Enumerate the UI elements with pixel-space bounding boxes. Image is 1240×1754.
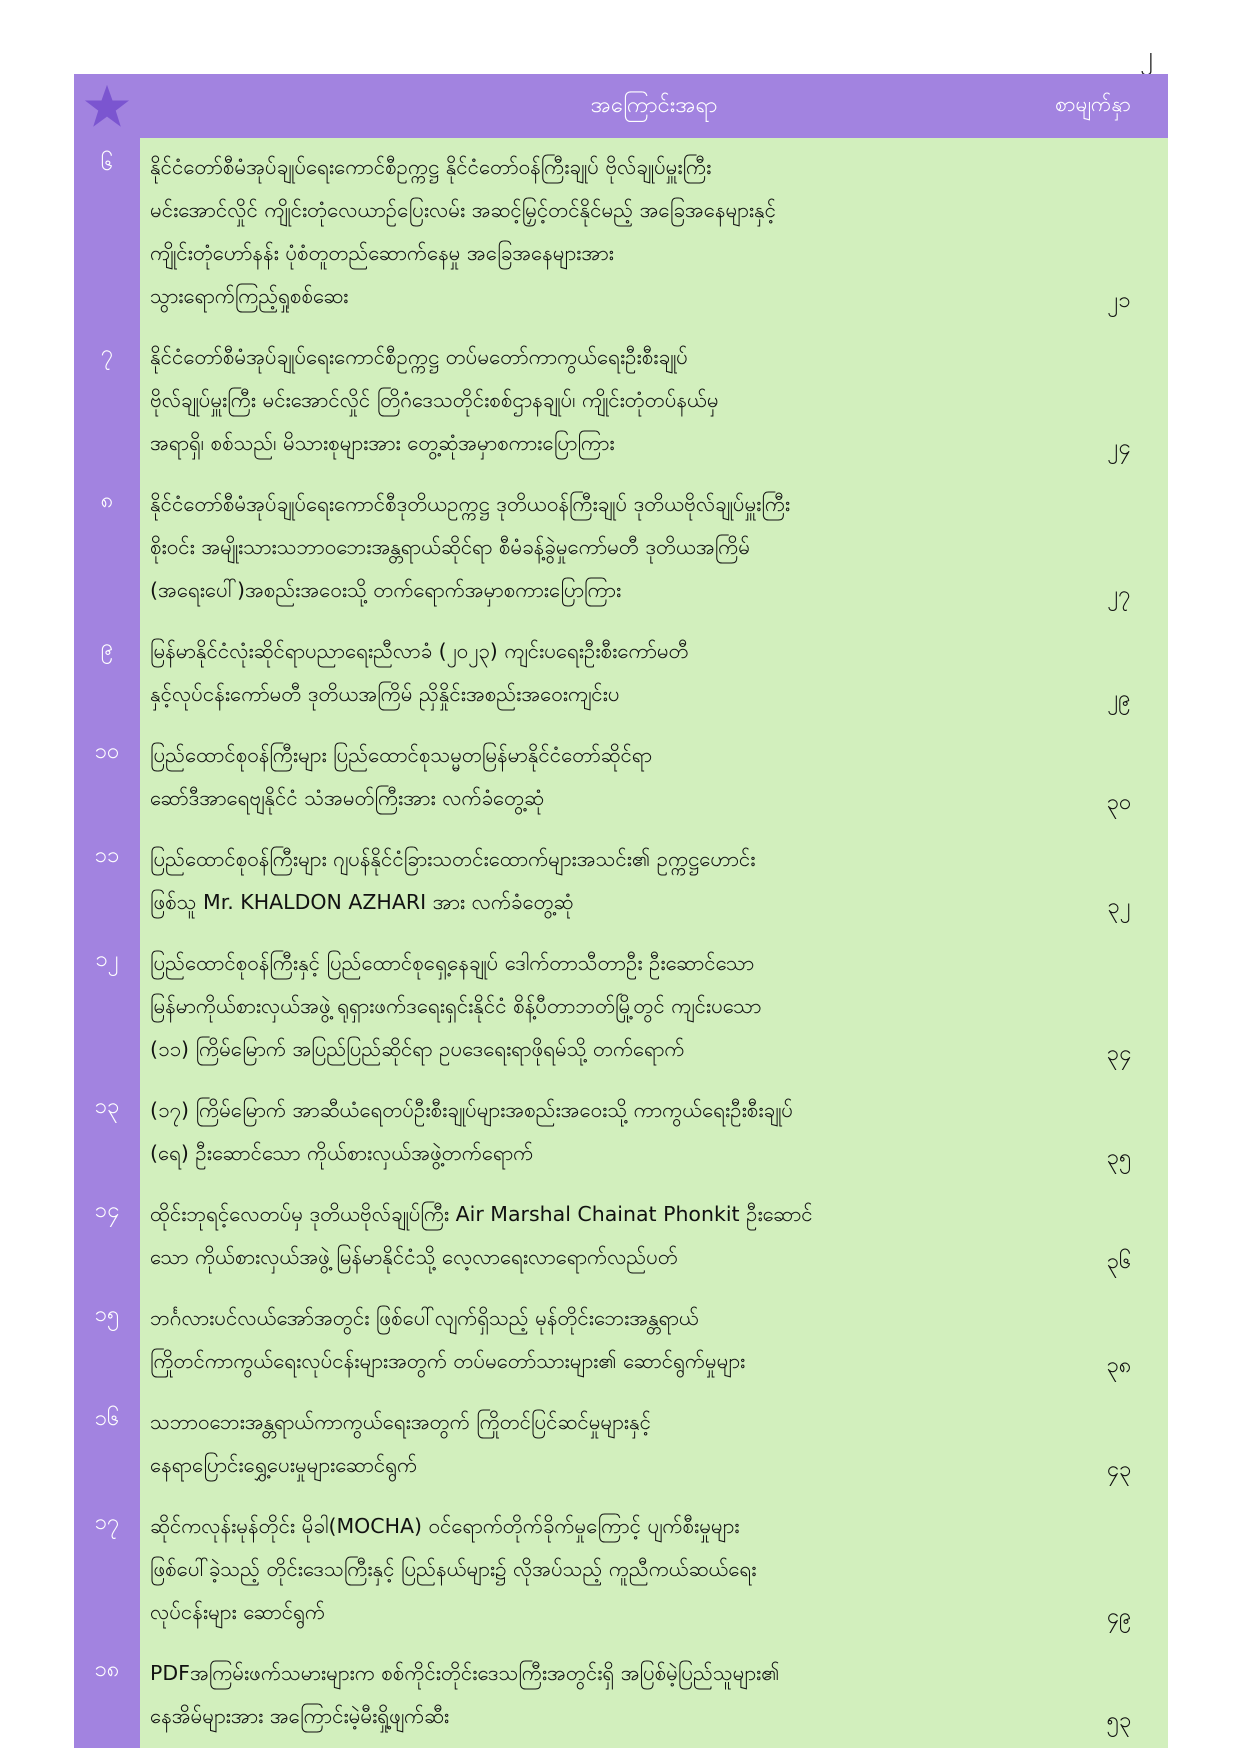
entry-number: ၇: [100, 341, 114, 366]
entry-title: ပြည်ထောင်စုဝန်ကြီးများ ဂျပန်နိုင်ငံခြားသတင်းထောက်များအသင်း၏ ဥက္ကဋ္ဌဟောင်း ဖြစ်သူ Mr. KHALDON AZHARI အား လက်ခံတွေ့ဆုံ: [150, 847, 756, 914]
header-title: အကြောင်းအရာ: [590, 92, 718, 118]
toc-entry[interactable]: [94, 830, 1168, 934]
entry-title: (၁၇) ကြိမ်မြောက် အာဆီယံရေတပ်ဦးစီးချုပ်များအစည်းအဝေးသို့ ကာကွယ်ရေးဦးစီးချုပ် (ရေ) ဦးဆောင်သော ကိုယ်စားလှယ်အဖွဲ့တက်ရောက်: [150, 1098, 793, 1165]
toc-entry[interactable]: [100, 475, 1168, 622]
entry-page: ၅၃: [1106, 1708, 1132, 1733]
toc-entry[interactable]: [94, 1497, 1168, 1644]
entry-number: ၁၅: [94, 1302, 120, 1327]
page-number: ၂: [1140, 41, 1153, 71]
entry-page: ၃၈: [1106, 1353, 1132, 1378]
header-page-column: စာမျက်နှာ: [1055, 91, 1131, 116]
entry-title: PDFအကြမ်းဖက်သမားများက စစ်ကိုင်းတိုင်းဒေသကြီးအတွင်းရှိ အပြစ်မဲ့ပြည်သူများ၏ နေအိမ်များအား အကြောင်းမဲ့မီးရှို့ဖျက်ဆီး: [150, 1661, 780, 1728]
entry-number: ၈: [100, 488, 114, 513]
toc-entry[interactable]: [100, 622, 1168, 726]
entry-title: မြန်မာနိုင်ငံလုံးဆိုင်ရာပညာရေးညီလာခံ (၂၀၂၃) ကျင်းပရေးဦးစီးကော်မတီ နှင့်လုပ်ငန်းကော်မတီ ဒုတိယအကြိမ် ညှိနှိုင်းအစည်းအဝေးကျင်းပ: [150, 639, 689, 706]
entry-page: ၄၉: [1106, 1604, 1132, 1629]
entry-number: ၁၁: [94, 843, 120, 868]
entry-number: ၁၀: [94, 739, 120, 764]
entry-number: ၁၇: [94, 1510, 120, 1535]
entry-title: သဘာဝဘေးအန္တရာယ်ကာကွယ်ရေးအတွက် ကြိုတင်ပြင်ဆင်မှုများနှင့် နေရာပြောင်းရွှေ့ပေးမှုများဆောင်ရွက်: [150, 1410, 651, 1477]
entry-title: ဘင်္ဂလားပင်လယ်အော်အတွင်း ဖြစ်ပေါ်လျက်ရှိသည့် မုန်တိုင်းဘေးအန္တရာယ် ကြိုတင်ကာကွယ်ရေးလုပ်ငန်းများအတွက် တပ်မတော်သားများ၏ ဆောင်ရွက်မှုများ: [150, 1306, 746, 1373]
entry-number: ၉: [100, 635, 114, 660]
entry-page: ၃၅: [1106, 1145, 1132, 1170]
entry-page: ၃၆: [1106, 1249, 1132, 1274]
entry-number: ၁၂: [95, 947, 119, 972]
toc-header: [74, 74, 1168, 138]
entry-number: ၁၃: [94, 1094, 120, 1119]
toc-entry[interactable]: [100, 328, 1168, 475]
entry-page: ၄၃: [1106, 1457, 1132, 1482]
entry-page: ၂၄: [1107, 435, 1131, 460]
toc-entry[interactable]: [94, 1081, 1168, 1185]
toc-entry[interactable]: [94, 1644, 1168, 1748]
toc-entry[interactable]: [94, 1289, 1168, 1393]
toc-entry[interactable]: [100, 138, 1168, 328]
entry-number: ၁၈: [94, 1657, 120, 1682]
toc-entry[interactable]: [95, 934, 1168, 1081]
entry-page: ၂၁: [1107, 288, 1131, 313]
star-icon-cell: [74, 74, 140, 138]
entry-title: ထိုင်းဘုရင့်လေတပ်မှ ဒုတိယဗိုလ်ချုပ်ကြီး Air Marshal Chainat Phonkit ဦးဆောင် သော ကိုယ်စားလှယ်အဖွဲ့ မြန်မာနိုင်ငံသို့ လေ့လာရေးလာရောက်လည်ပတ်: [150, 1202, 813, 1269]
table-of-contents: [74, 74, 1168, 1748]
toc-entry[interactable]: [94, 1393, 1168, 1497]
entry-page: ၃၄: [1106, 1041, 1132, 1066]
toc-entry[interactable]: [94, 1185, 1168, 1289]
entry-number: ၁၄: [94, 1198, 120, 1223]
entry-title: ပြည်ထောင်စုဝန်ကြီးနှင့် ပြည်ထောင်စုရှေ့နေချုပ် ဒေါက်တာသီတာဦး ဦးဆောင်သော မြန်မာကိုယ်စားလှယ်အဖွဲ့ ရုရှားဖက်ဒရေးရှင်းနိုင်ငံ စိန့်ပီတာဘတ်မြို့တွင် ကျင်းပသော (၁၁) ကြိမ်မြောက် အပြည်ပြည်ဆိုင်ရာ ဥပဒေရေးရာဖိုရမ်သို့ တက်ရောက်: [150, 951, 762, 1061]
toc-body: [74, 138, 1168, 1748]
entry-page: ၂၇: [1107, 582, 1131, 607]
star-icon: [84, 83, 130, 129]
entry-page: ၃၀: [1106, 790, 1132, 815]
entry-title: ဆိုင်ကလုန်းမုန်တိုင်း မိုခါ(MOCHA) ဝင်ရောက်တိုက်ခိုက်မှုကြောင့် ပျက်စီးမှုများ ဖြစ်ပေါ်ခဲ့သည့် တိုင်းဒေသကြီးနှင့် ပြည်နယ်များ၌ လိုအပ်သည့် ကူညီကယ်ဆယ်ရေး လုပ်ငန်းများ ဆောင်ရွက်: [150, 1514, 757, 1624]
entry-title: နိုင်ငံတော်စီမံအုပ်ချုပ်ရေးကောင်စီဒုတိယဥက္ကဋ္ဌ ဒုတိယဝန်ကြီးချုပ် ဒုတိယဗိုလ်ချုပ်မှူးကြီး စိုးဝင်း အမျိုးသားသဘာဝဘေးအန္တရာယ်ဆိုင်ရာ စီမံခန့်ခွဲမှုကော်မတီ ဒုတိယအကြိမ် (အရေးပေါ်)အစည်းအဝေးသို့ တက်ရောက်အမှာစကားပြောကြား: [150, 492, 791, 602]
entry-number: ၁၆: [94, 1406, 120, 1431]
entry-page: ၃၂: [1107, 894, 1131, 919]
toc-entry[interactable]: [94, 726, 1168, 830]
entry-title: နိုင်ငံတော်စီမံအုပ်ချုပ်ရေးကောင်စီဥက္ကဋ္ဌ နိုင်ငံတော်ဝန်ကြီးချုပ် ဗိုလ်ချုပ်မှူးကြီး မင်းအောင်လှိုင် ကျိုင်းတုံလေယာဉ်ပြေးလမ်း အဆင့်မြှင့်တင်နိုင်မည့် အခြေအနေများနှင့် ကျိုင်းတုံဟော်နန်း ပုံစံတူတည်ဆောက်နေမှု အခြေအနေများအား သွားရောက်ကြည့်ရှုစစ်ဆေး: [150, 155, 777, 308]
entry-page: ၂၉: [1107, 686, 1131, 711]
entry-list: [94, 138, 1168, 1748]
entry-title: ပြည်ထောင်စုဝန်ကြီးများ ပြည်ထောင်စုသမ္မတမြန်မာနိုင်ငံတော်ဆိုင်ရာ ဆော်ဒီအာရေဗျနိုင်ငံ သံအမတ်ကြီးအား လက်ခံတွေ့ဆုံ: [150, 743, 653, 810]
entry-number: ၆: [100, 151, 114, 176]
entry-title: နိုင်ငံတော်စီမံအုပ်ချုပ်ရေးကောင်စီဥက္ကဋ္ဌ တပ်မတော်ကာကွယ်ရေးဦးစီးချုပ် ဗိုလ်ချုပ်မှူးကြီး မင်းအောင်လှိုင် တြိဂံဒေသတိုင်းစစ်ဌာနချုပ်၊ ကျိုင်းတုံတပ်နယ်မှ အရာရှိ၊ စစ်သည်၊ မိသားစုများအား တွေ့ဆုံအမှာစကားပြောကြား: [150, 345, 719, 455]
